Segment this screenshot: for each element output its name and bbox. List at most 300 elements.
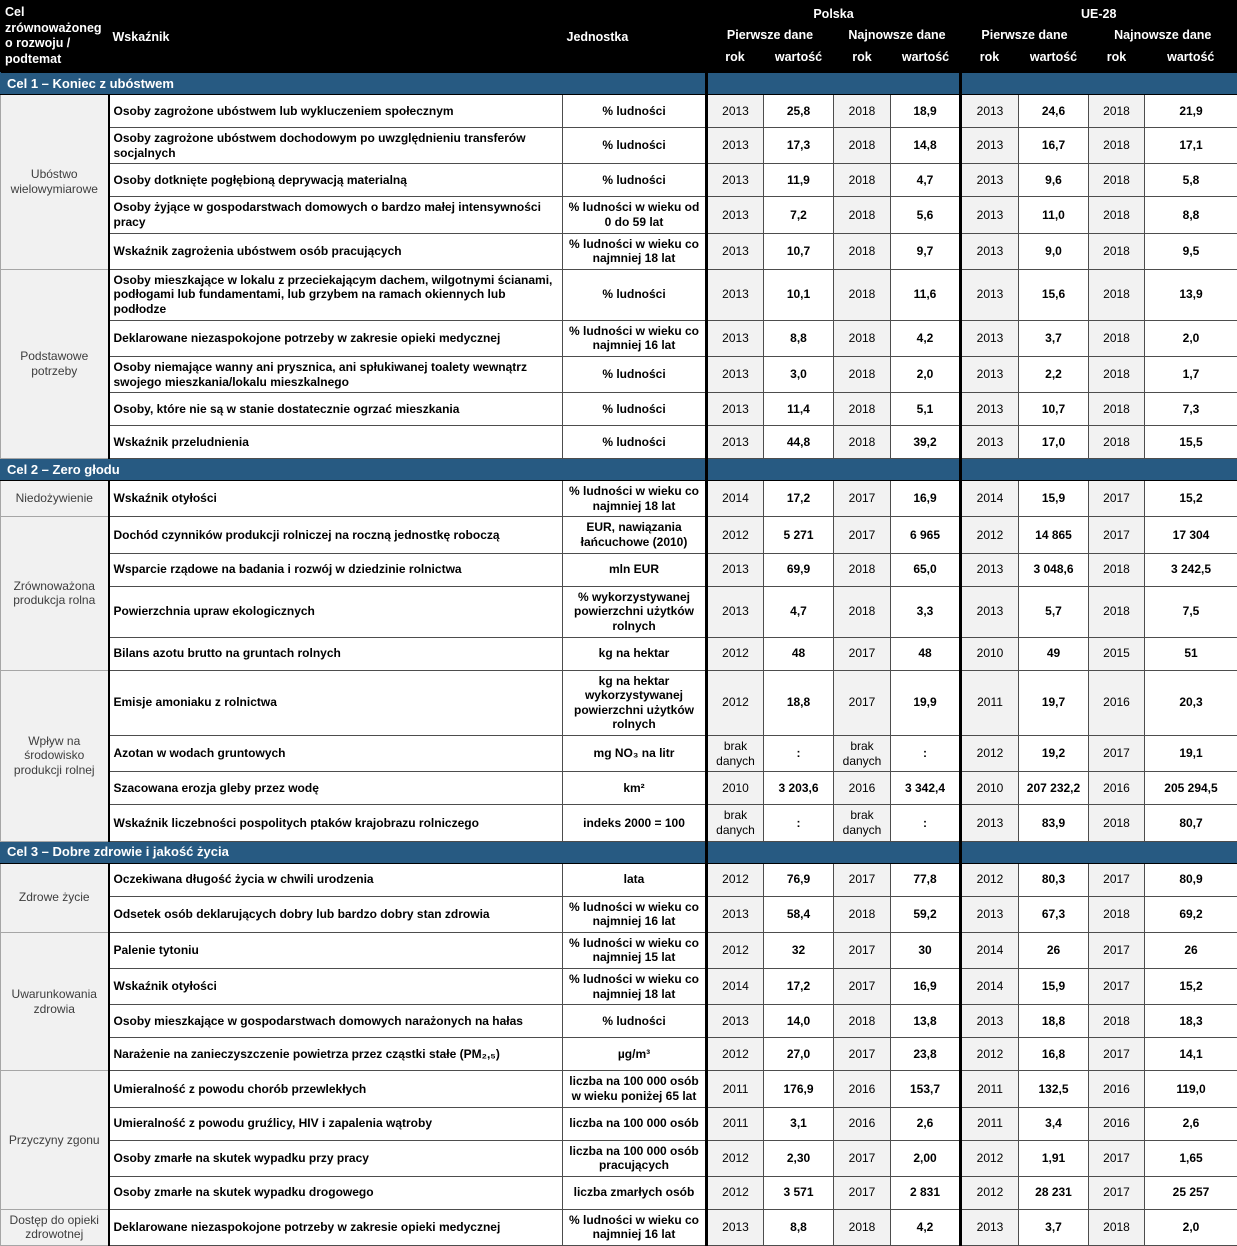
value-cell: 2,0	[891, 356, 961, 392]
value-cell: 44,8	[764, 426, 834, 459]
value-cell: 10,7	[1019, 393, 1089, 426]
year-cell: 2010	[961, 637, 1019, 670]
year-cell: 2013	[961, 128, 1019, 164]
poland-latest-data-header: Najnowsze dane	[834, 24, 961, 46]
section-filler-eu28	[961, 73, 1237, 95]
year-cell: 2013	[707, 896, 764, 932]
year-cell: 2017	[834, 1176, 891, 1209]
value-cell: 16,8	[1019, 1038, 1089, 1071]
value-cell: 25,8	[764, 95, 834, 128]
value-cell: 5 271	[764, 517, 834, 553]
value-cell: 11,0	[1019, 197, 1089, 233]
value-cell: 11,9	[764, 164, 834, 197]
value-cell: :	[764, 736, 834, 772]
table-row	[1, 736, 1237, 772]
unit-cell: % ludności w wieku co najmniej 18 lat	[563, 233, 707, 269]
unit-cell: mln EUR	[563, 553, 707, 586]
value-cell: :	[891, 805, 961, 841]
section-row	[1, 841, 1237, 863]
year-cell: 2012	[707, 637, 764, 670]
unit-cell: % ludności	[563, 269, 707, 320]
subtheme-cell: Dostęp do opieki zdrowotnej	[1, 1209, 109, 1245]
unit-cell: % ludności w wieku co najmniej 18 lat	[563, 969, 707, 1005]
year-cell: 2014	[707, 969, 764, 1005]
subtheme-cell: Uwarunkowania zdrowia	[1, 932, 109, 1071]
eu28-first-data-header: Pierwsze dane	[961, 24, 1089, 46]
year-cell: 2011	[961, 1107, 1019, 1140]
year-cell: 2017	[834, 969, 891, 1005]
unit-cell: km²	[563, 772, 707, 805]
year-cell: 2013	[707, 95, 764, 128]
value-cell: 153,7	[891, 1071, 961, 1107]
value-cell: 8,8	[764, 1209, 834, 1245]
year-cell: 2013	[961, 95, 1019, 128]
unit-cell: % ludności	[563, 393, 707, 426]
section-filler-poland	[707, 841, 961, 863]
value-cell: 15,9	[1019, 969, 1089, 1005]
value-cell: 19,1	[1145, 736, 1237, 772]
year-cell: 2012	[707, 863, 764, 896]
value-cell: 9,7	[891, 233, 961, 269]
year-cell: 2018	[834, 164, 891, 197]
value-cell: 176,9	[764, 1071, 834, 1107]
year-cell: 2017	[1089, 932, 1145, 968]
table-row	[1, 95, 1237, 128]
table-header	[1, 1, 1237, 73]
indicator-cell: Oczekiwana długość życia w chwili urodzenia	[109, 863, 563, 896]
value-cell: 11,6	[891, 269, 961, 320]
year-cell: 2018	[834, 1005, 891, 1038]
indicator-cell: Wskaźnik liczebności pospolitych ptaków krajobrazu rolniczego	[109, 805, 563, 841]
year-cell: 2016	[1089, 772, 1145, 805]
year-cell: 2018	[1089, 269, 1145, 320]
year-cell: 2017	[834, 517, 891, 553]
indicator-cell: Osoby mieszkające w gospodarstwach domowych narażonych na hałas	[109, 1005, 563, 1038]
unit-cell: % ludności w wieku od 0 do 59 lat	[563, 197, 707, 233]
value-cell: 16,9	[891, 969, 961, 1005]
unit-cell: kg na hektar	[563, 637, 707, 670]
year-cell: 2018	[1089, 426, 1145, 459]
value-cell: 2,0	[1145, 320, 1237, 356]
year-cell: 2017	[834, 863, 891, 896]
indicator-cell: Wskaźnik zagrożenia ubóstwem osób pracujących	[109, 233, 563, 269]
unit-cell: % ludności	[563, 356, 707, 392]
unit-cell: liczba na 100 000 osób	[563, 1107, 707, 1140]
value-cell: 4,2	[891, 1209, 961, 1245]
year-cell: 2015	[1089, 637, 1145, 670]
year-cell: 2018	[834, 393, 891, 426]
value-cell: 76,9	[764, 863, 834, 896]
year-cell: 2013	[961, 586, 1019, 637]
year-cell: 2011	[961, 1071, 1019, 1107]
unit-cell: % ludności	[563, 128, 707, 164]
value-cell: 58,4	[764, 896, 834, 932]
table-row	[1, 1107, 1237, 1140]
value-cell: 17,3	[764, 128, 834, 164]
table-row	[1, 637, 1237, 670]
table-row	[1, 233, 1237, 269]
value-cell: 5,8	[1145, 164, 1237, 197]
year-cell: 2010	[961, 772, 1019, 805]
year-cell: 2018	[834, 128, 891, 164]
subtheme-cell: Podstawowe potrzeby	[1, 269, 109, 458]
year-cell: 2017	[1089, 481, 1145, 517]
value-cell: 4,7	[764, 586, 834, 637]
year-cell: 2013	[961, 197, 1019, 233]
indicator-cell: Azotan w wodach gruntowych	[109, 736, 563, 772]
indicator-cell: Wsparcie rządowe na badania i rozwój w dziedzinie rolnictwa	[109, 553, 563, 586]
unit-cell: % ludności	[563, 426, 707, 459]
year-cell: 2013	[707, 586, 764, 637]
value-cell: 2,2	[1019, 356, 1089, 392]
year-cell: 2012	[707, 932, 764, 968]
year-cell: 2018	[834, 426, 891, 459]
value-cell: 3 342,4	[891, 772, 961, 805]
value-cell: 26	[1145, 932, 1237, 968]
year-cell: 2013	[707, 269, 764, 320]
value-cell: 205 294,5	[1145, 772, 1237, 805]
value-cell: 14 865	[1019, 517, 1089, 553]
table-row	[1, 269, 1237, 320]
year-cell: 2010	[707, 772, 764, 805]
value-cell: 11,4	[764, 393, 834, 426]
unit-cell: % ludności	[563, 1005, 707, 1038]
year-cell: 2018	[1089, 553, 1145, 586]
unit-cell: µg/m³	[563, 1038, 707, 1071]
value-column-header: wartość	[1019, 46, 1089, 73]
year-cell: 2016	[1089, 1107, 1145, 1140]
section-row	[1, 73, 1237, 95]
value-cell: 9,0	[1019, 233, 1089, 269]
year-cell: 2018	[834, 356, 891, 392]
table-row	[1, 426, 1237, 459]
table-row	[1, 553, 1237, 586]
year-cell: 2013	[961, 805, 1019, 841]
value-cell: 69,2	[1145, 896, 1237, 932]
year-cell: 2018	[1089, 95, 1145, 128]
year-cell: brak danych	[834, 805, 891, 841]
value-cell: 4,2	[891, 320, 961, 356]
eu28-latest-data-header: Najnowsze dane	[1089, 24, 1237, 46]
value-cell: 51	[1145, 637, 1237, 670]
year-cell: 2017	[834, 670, 891, 736]
value-cell: 15,9	[1019, 481, 1089, 517]
indicator-cell: Emisje amoniaku z rolnictwa	[109, 670, 563, 736]
table-row	[1, 1176, 1237, 1209]
year-cell: 2013	[707, 320, 764, 356]
value-cell: 18,8	[1019, 1005, 1089, 1038]
indicator-cell: Dochód czynników produkcji rolniczej na roczną jednostkę roboczą	[109, 517, 563, 553]
indicator-cell: Osoby, które nie są w stanie dostatecznie ogrzać mieszkania	[109, 393, 563, 426]
year-cell: 2016	[1089, 1071, 1145, 1107]
year-cell: 2012	[961, 1140, 1019, 1176]
table-row	[1, 128, 1237, 164]
value-cell: 17 304	[1145, 517, 1237, 553]
value-cell: 27,0	[764, 1038, 834, 1071]
table-row	[1, 1038, 1237, 1071]
year-cell: 2012	[961, 736, 1019, 772]
year-cell: 2011	[707, 1107, 764, 1140]
value-cell: 5,7	[1019, 586, 1089, 637]
value-cell: 1,65	[1145, 1140, 1237, 1176]
year-cell: 2017	[1089, 1038, 1145, 1071]
value-cell: 59,2	[891, 896, 961, 932]
table-row	[1, 197, 1237, 233]
year-cell: 2017	[1089, 969, 1145, 1005]
table-row	[1, 1209, 1237, 1245]
value-cell: 3,4	[1019, 1107, 1089, 1140]
section-title: Cel 1 – Koniec z ubóstwem	[1, 73, 707, 95]
year-cell: 2018	[834, 1209, 891, 1245]
value-cell: :	[764, 805, 834, 841]
value-cell: 7,5	[1145, 586, 1237, 637]
section-title: Cel 3 – Dobre zdrowie i jakość życia	[1, 841, 707, 863]
value-cell: 3 571	[764, 1176, 834, 1209]
unit-cell: % ludności w wieku co najmniej 18 lat	[563, 481, 707, 517]
poland-group-header: Polska	[707, 1, 961, 25]
year-cell: 2018	[834, 95, 891, 128]
year-cell: 2013	[961, 356, 1019, 392]
value-cell: 2,30	[764, 1140, 834, 1176]
value-cell: 69,9	[764, 553, 834, 586]
value-column-header: wartość	[891, 46, 961, 73]
table-row	[1, 320, 1237, 356]
year-cell: 2017	[1089, 517, 1145, 553]
table-row	[1, 356, 1237, 392]
table-row	[1, 517, 1237, 553]
year-cell: 2016	[834, 1107, 891, 1140]
subtheme-cell: Przyczyny zgonu	[1, 1071, 109, 1210]
year-cell: 2018	[834, 233, 891, 269]
year-cell: 2018	[834, 320, 891, 356]
value-cell: 8,8	[1145, 197, 1237, 233]
year-cell: 2017	[1089, 1140, 1145, 1176]
value-cell: 21,9	[1145, 95, 1237, 128]
value-cell: 15,2	[1145, 481, 1237, 517]
value-cell: 26	[1019, 932, 1089, 968]
unit-cell: % ludności w wieku co najmniej 15 lat	[563, 932, 707, 968]
indicator-cell: Wskaźnik otyłości	[109, 969, 563, 1005]
year-cell: 2013	[707, 393, 764, 426]
value-cell: 16,7	[1019, 128, 1089, 164]
value-cell: 9,5	[1145, 233, 1237, 269]
year-cell: 2012	[961, 1038, 1019, 1071]
value-cell: 18,8	[764, 670, 834, 736]
indicator-cell: Narażenie na zanieczyszczenie powietrza przez cząstki stałe (PM₂,₅)	[109, 1038, 563, 1071]
value-cell: 2,0	[1145, 1209, 1237, 1245]
year-cell: 2012	[707, 670, 764, 736]
year-cell: 2018	[1089, 320, 1145, 356]
value-cell: 1,7	[1145, 356, 1237, 392]
indicator-cell: Deklarowane niezaspokojone potrzeby w zakresie opieki medycznej	[109, 1209, 563, 1245]
year-cell: 2012	[707, 1140, 764, 1176]
indicator-cell: Wskaźnik przeludnienia	[109, 426, 563, 459]
value-cell: 13,9	[1145, 269, 1237, 320]
indicator-cell: Osoby zmarłe na skutek wypadku drogowego	[109, 1176, 563, 1209]
value-cell: 48	[891, 637, 961, 670]
indicator-cell: Osoby zagrożone ubóstwem dochodowym po uwzględnieniu transferów socjalnych	[109, 128, 563, 164]
value-cell: 83,9	[1019, 805, 1089, 841]
unit-cell: indeks 2000 = 100	[563, 805, 707, 841]
year-cell: 2013	[961, 426, 1019, 459]
year-cell: 2017	[1089, 863, 1145, 896]
value-cell: 3,7	[1019, 1209, 1089, 1245]
value-cell: 19,2	[1019, 736, 1089, 772]
indicator-cell: Osoby żyjące w gospodarstwach domowych o bardzo małej intensywności pracy	[109, 197, 563, 233]
indicator-column-header: Wskaźnik	[109, 1, 563, 73]
subtheme-cell: Ubóstwo wielowymiarowe	[1, 95, 109, 270]
year-cell: 2013	[961, 1005, 1019, 1038]
unit-cell: EUR, nawiązania łańcuchowe (2010)	[563, 517, 707, 553]
year-cell: 2014	[961, 932, 1019, 968]
value-cell: 17,1	[1145, 128, 1237, 164]
year-cell: 2014	[961, 969, 1019, 1005]
year-cell: 2013	[961, 896, 1019, 932]
year-cell: 2017	[834, 637, 891, 670]
table-row	[1, 586, 1237, 637]
unit-cell: mg NO₃ na litr	[563, 736, 707, 772]
value-cell: 80,7	[1145, 805, 1237, 841]
unit-cell: % ludności w wieku co najmniej 16 lat	[563, 896, 707, 932]
value-cell: 15,2	[1145, 969, 1237, 1005]
value-column-header: wartość	[764, 46, 834, 73]
value-cell: 10,1	[764, 269, 834, 320]
year-cell: 2017	[834, 932, 891, 968]
section-filler-eu28	[961, 459, 1237, 481]
value-cell: 3 203,6	[764, 772, 834, 805]
value-cell: 80,3	[1019, 863, 1089, 896]
value-cell: 30	[891, 932, 961, 968]
section-title: Cel 2 – Zero głodu	[1, 459, 707, 481]
year-cell: 2018	[1089, 896, 1145, 932]
year-cell: 2013	[961, 393, 1019, 426]
value-cell: 2,00	[891, 1140, 961, 1176]
unit-cell: % ludności w wieku co najmniej 16 lat	[563, 320, 707, 356]
unit-cell: % ludności w wieku co najmniej 16 lat	[563, 1209, 707, 1245]
indicator-cell: Palenie tytoniu	[109, 932, 563, 968]
unit-cell: kg na hektar wykorzystywanej powierzchni użytków rolnych	[563, 670, 707, 736]
table-row	[1, 164, 1237, 197]
value-cell: 3,1	[764, 1107, 834, 1140]
value-cell: 14,0	[764, 1005, 834, 1038]
year-cell: 2018	[834, 586, 891, 637]
year-cell: 2012	[707, 1176, 764, 1209]
value-cell: 132,5	[1019, 1071, 1089, 1107]
value-cell: 3,3	[891, 586, 961, 637]
indicator-cell: Umieralność z powodu gruźlicy, HIV i zapalenia wątroby	[109, 1107, 563, 1140]
year-cell: 2018	[1089, 805, 1145, 841]
year-column-header: rok	[1089, 46, 1145, 73]
subtheme-cell: Zrównoważona produkcja rolna	[1, 517, 109, 670]
value-cell: 18,9	[891, 95, 961, 128]
value-cell: 13,8	[891, 1005, 961, 1038]
table-row	[1, 481, 1237, 517]
value-cell: 2,6	[1145, 1107, 1237, 1140]
table-row	[1, 969, 1237, 1005]
year-cell: 2017	[834, 1140, 891, 1176]
value-cell: 25 257	[1145, 1176, 1237, 1209]
value-cell: 19,9	[891, 670, 961, 736]
section-filler-poland	[707, 73, 961, 95]
value-cell: 5,6	[891, 197, 961, 233]
unit-cell: % wykorzystywanej powierzchni użytków rolnych	[563, 586, 707, 637]
value-cell: 39,2	[891, 426, 961, 459]
value-cell: 80,9	[1145, 863, 1237, 896]
year-cell: 2017	[834, 481, 891, 517]
year-column-header: rok	[961, 46, 1019, 73]
year-cell: 2018	[834, 269, 891, 320]
year-cell: 2014	[707, 481, 764, 517]
value-cell: 3 242,5	[1145, 553, 1237, 586]
year-cell: 2018	[1089, 1209, 1145, 1245]
year-cell: 2013	[961, 1209, 1019, 1245]
value-cell: 32	[764, 932, 834, 968]
year-cell: 2018	[1089, 197, 1145, 233]
value-cell: 24,6	[1019, 95, 1089, 128]
year-cell: 2013	[707, 128, 764, 164]
table-row	[1, 805, 1237, 841]
year-cell: 2018	[1089, 1005, 1145, 1038]
value-cell: 49	[1019, 637, 1089, 670]
year-cell: 2013	[707, 164, 764, 197]
year-cell: 2013	[707, 553, 764, 586]
year-cell: 2013	[707, 233, 764, 269]
value-cell: 17,2	[764, 481, 834, 517]
indicator-cell: Osoby zagrożone ubóstwem lub wykluczeniem społecznym	[109, 95, 563, 128]
year-cell: 2013	[961, 233, 1019, 269]
value-cell: 10,7	[764, 233, 834, 269]
table-row	[1, 772, 1237, 805]
value-cell: 2,6	[891, 1107, 961, 1140]
year-cell: 2016	[834, 1071, 891, 1107]
indicator-cell: Osoby mieszkające w lokalu z przeciekającym dachem, wilgotnymi ścianami, podłogami lub fundamentami, lub grzybem na ramach okiennych lub podłodze	[109, 269, 563, 320]
value-cell: 14,1	[1145, 1038, 1237, 1071]
table-row	[1, 932, 1237, 968]
table-row	[1, 393, 1237, 426]
year-cell: 2012	[707, 517, 764, 553]
unit-cell: liczba na 100 000 osób pracujących	[563, 1140, 707, 1176]
value-cell: 65,0	[891, 553, 961, 586]
unit-column-header: Jednostka	[563, 1, 707, 73]
section-filler-eu28	[961, 841, 1237, 863]
value-cell: 3 048,6	[1019, 553, 1089, 586]
year-column-header: rok	[834, 46, 891, 73]
value-cell: 77,8	[891, 863, 961, 896]
value-cell: 3,7	[1019, 320, 1089, 356]
value-cell: 7,3	[1145, 393, 1237, 426]
section-filler-poland	[707, 459, 961, 481]
indicator-cell: Osoby zmarłe na skutek wypadku przy pracy	[109, 1140, 563, 1176]
year-cell: 2013	[707, 1209, 764, 1245]
year-cell: 2011	[707, 1071, 764, 1107]
year-column-header: rok	[707, 46, 764, 73]
year-cell: 2018	[834, 197, 891, 233]
year-cell: 2013	[707, 356, 764, 392]
table-row	[1, 896, 1237, 932]
value-cell: 3,0	[764, 356, 834, 392]
table-row	[1, 670, 1237, 736]
indicator-cell: Szacowana erozja gleby przez wodę	[109, 772, 563, 805]
year-cell: 2018	[834, 553, 891, 586]
value-cell: 14,8	[891, 128, 961, 164]
table-row	[1, 1005, 1237, 1038]
value-cell: 9,6	[1019, 164, 1089, 197]
value-column-header: wartość	[1145, 46, 1237, 73]
value-cell: 16,9	[891, 481, 961, 517]
year-cell: 2012	[707, 1038, 764, 1071]
value-cell: 5,1	[891, 393, 961, 426]
year-cell: 2018	[1089, 164, 1145, 197]
